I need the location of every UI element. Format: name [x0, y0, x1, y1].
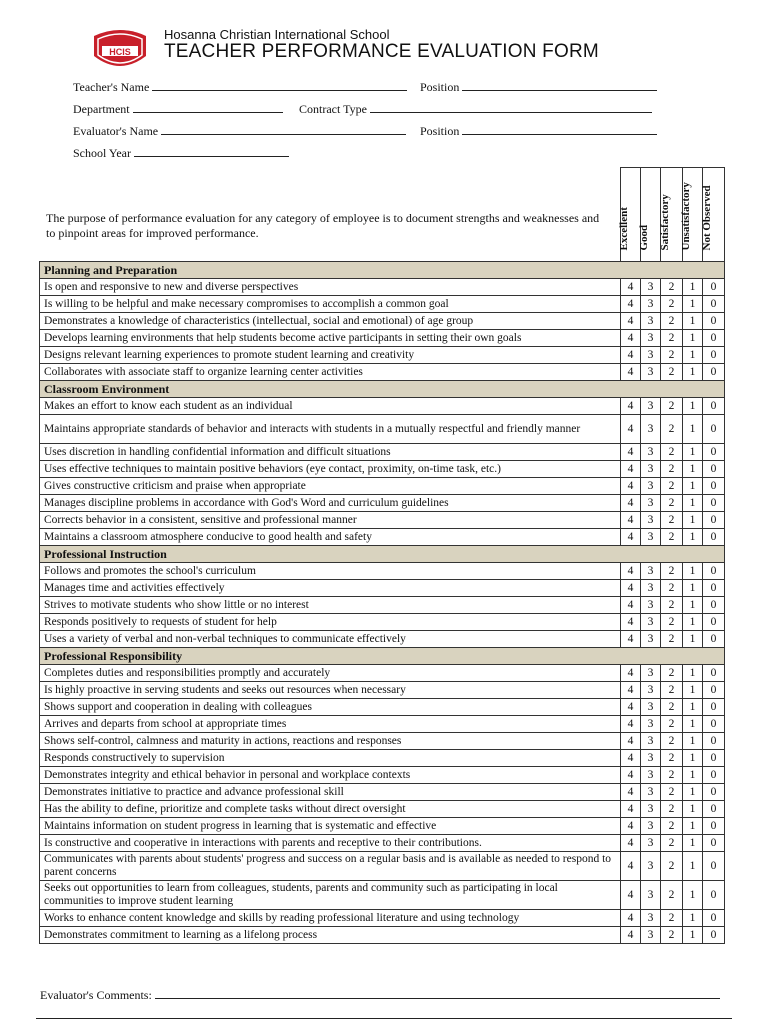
criterion-row	[40, 665, 725, 682]
rating-option[interactable]: 3	[641, 279, 661, 296]
criterion-text: Maintains a classroom atmosphere conducive to good health and safety	[40, 529, 621, 546]
criterion-text: Uses effective techniques to maintain positive behaviors (eye contact, proximity, on-time task, etc.)	[40, 461, 621, 478]
rating-option[interactable]: 2	[661, 784, 683, 801]
rating-option[interactable]: 2	[661, 733, 683, 750]
criterion-row	[40, 415, 725, 444]
rating-option[interactable]: 1	[683, 665, 703, 682]
rating-option[interactable]: 0	[703, 279, 725, 296]
header-spacer	[40, 168, 621, 262]
rating-option[interactable]: 3	[641, 512, 661, 529]
rating-option[interactable]: 3	[641, 682, 661, 699]
rating-option[interactable]: 1	[683, 767, 703, 784]
criterion-row	[40, 818, 725, 835]
rating-option[interactable]: 1	[683, 927, 703, 944]
rating-option[interactable]: 2	[661, 313, 683, 330]
rating-option[interactable]: 3	[641, 784, 661, 801]
rating-option[interactable]: 1	[683, 495, 703, 512]
criterion-text: Corrects behavior in a consistent, sensitive and professional manner	[40, 512, 621, 529]
rating-option[interactable]: 3	[641, 415, 661, 444]
evaluator-name-label: Evaluator's Name	[73, 124, 159, 138]
rating-option[interactable]: 0	[703, 563, 725, 580]
rating-option[interactable]: 4	[621, 398, 641, 415]
criterion-text: Completes duties and responsibilities promptly and accurately	[40, 665, 621, 682]
criterion-text: Seeks out opportunities to learn from colleagues, students, parents and community such as participating in local communities to improve student learning	[40, 881, 621, 910]
rating-option[interactable]: 3	[641, 665, 661, 682]
rating-option[interactable]: 2	[661, 631, 683, 648]
rating-option[interactable]: 4	[621, 835, 641, 852]
rating-option[interactable]: 1	[683, 631, 703, 648]
rating-option[interactable]: 0	[703, 699, 725, 716]
rating-option[interactable]: 2	[661, 444, 683, 461]
rating-option[interactable]: 0	[703, 910, 725, 927]
rating-option[interactable]: 2	[661, 750, 683, 767]
rating-option[interactable]: 1	[683, 733, 703, 750]
department-input[interactable]	[133, 102, 283, 113]
rating-option[interactable]: 3	[641, 313, 661, 330]
rating-option[interactable]: 4	[621, 733, 641, 750]
section-title: Professional Instruction	[40, 546, 725, 563]
criterion-row	[40, 881, 725, 910]
rating-option[interactable]: 0	[703, 614, 725, 631]
rating-option[interactable]: 4	[621, 580, 641, 597]
criterion-text: Is constructive and cooperative in interactions with parents and receptive to their contributions.	[40, 835, 621, 852]
rating-option[interactable]: 3	[641, 330, 661, 347]
criterion-row	[40, 398, 725, 415]
criterion-text: Uses discretion in handling confidential information and difficult situations	[40, 444, 621, 461]
rating-header-label: Excellent	[617, 207, 630, 251]
criterion-row	[40, 444, 725, 461]
criterion-text: Uses a variety of verbal and non-verbal techniques to communicate effectively	[40, 631, 621, 648]
school-year-field	[73, 146, 289, 161]
rating-option[interactable]: 1	[683, 415, 703, 444]
rating-option[interactable]: 4	[621, 296, 641, 313]
rating-option[interactable]: 4	[621, 801, 641, 818]
rating-option[interactable]: 0	[703, 529, 725, 546]
rating-option[interactable]: 4	[621, 881, 641, 910]
rating-option[interactable]: 2	[661, 415, 683, 444]
logo-text: HCIS	[109, 47, 131, 57]
school-name: Hosanna Christian International School	[164, 27, 390, 42]
evaluation-table	[39, 167, 725, 944]
rating-option[interactable]: 2	[661, 364, 683, 381]
criterion-row	[40, 563, 725, 580]
rating-option[interactable]: 1	[683, 699, 703, 716]
rating-option[interactable]: 2	[661, 716, 683, 733]
rating-option[interactable]: 0	[703, 461, 725, 478]
criterion-text: Demonstrates a knowledge of characteristics (intellectual, social and emotional) of age group	[40, 313, 621, 330]
comments-line-2[interactable]	[36, 1018, 732, 1019]
rating-option[interactable]: 1	[683, 313, 703, 330]
rating-option[interactable]: 1	[683, 682, 703, 699]
rating-option[interactable]: 1	[683, 563, 703, 580]
evaluator-name-field	[73, 124, 406, 139]
position2-field	[420, 124, 657, 139]
criterion-row	[40, 750, 725, 767]
criterion-text: Manages discipline problems in accordance with God's Word and curriculum guidelines	[40, 495, 621, 512]
teacher-name-input[interactable]	[152, 80, 407, 91]
rating-header-good	[637, 168, 661, 262]
rating-option[interactable]: 3	[641, 563, 661, 580]
teacher-name-field	[73, 80, 407, 95]
rating-option[interactable]: 4	[621, 495, 641, 512]
rating-option[interactable]: 0	[703, 767, 725, 784]
rating-option[interactable]: 0	[703, 784, 725, 801]
rating-option[interactable]: 0	[703, 835, 725, 852]
rating-option[interactable]: 0	[703, 444, 725, 461]
rating-option[interactable]: 3	[641, 296, 661, 313]
rating-header-row	[40, 168, 725, 262]
section-title: Professional Responsibility	[40, 648, 725, 665]
criterion-text: Demonstrates initiative to practice and advance professional skill	[40, 784, 621, 801]
position-label: Position	[420, 80, 460, 94]
rating-option[interactable]: 0	[703, 716, 725, 733]
section-title: Classroom Environment	[40, 381, 725, 398]
rating-option[interactable]: 3	[641, 347, 661, 364]
rating-option[interactable]: 2	[661, 478, 683, 495]
rating-option[interactable]: 1	[683, 529, 703, 546]
rating-option[interactable]: 1	[683, 296, 703, 313]
rating-option[interactable]: 2	[661, 296, 683, 313]
criterion-text: Arrives and departs from school at appropriate times	[40, 716, 621, 733]
rating-option[interactable]: 3	[641, 835, 661, 852]
teacher-name-label: Teacher's Name	[73, 80, 150, 94]
criterion-text: Responds constructively to supervision	[40, 750, 621, 767]
contract-type-input[interactable]	[370, 102, 652, 113]
rating-option[interactable]: 1	[683, 279, 703, 296]
rating-option[interactable]: 4	[621, 631, 641, 648]
rating-option[interactable]: 2	[661, 398, 683, 415]
rating-option[interactable]: 0	[703, 478, 725, 495]
position2-input[interactable]	[462, 124, 657, 135]
school-year-input[interactable]	[134, 146, 289, 157]
rating-header-label: Not Observed	[700, 185, 713, 251]
rating-option[interactable]: 3	[641, 495, 661, 512]
rating-option[interactable]: 0	[703, 597, 725, 614]
rating-option[interactable]: 1	[683, 461, 703, 478]
rating-option[interactable]: 3	[641, 398, 661, 415]
criterion-row	[40, 512, 725, 529]
rating-option[interactable]: 0	[703, 750, 725, 767]
rating-header-label: Good	[637, 224, 650, 251]
criterion-row	[40, 927, 725, 944]
rating-option[interactable]: 4	[621, 279, 641, 296]
rating-option[interactable]: 2	[661, 767, 683, 784]
rating-option[interactable]: 4	[621, 444, 641, 461]
criterion-text: Develops learning environments that help students become active participants in setting their own goals	[40, 330, 621, 347]
rating-option[interactable]: 2	[661, 495, 683, 512]
rating-option[interactable]: 4	[621, 852, 641, 881]
rating-option[interactable]: 4	[621, 347, 641, 364]
rating-option[interactable]: 3	[641, 852, 661, 881]
rating-option[interactable]: 3	[641, 580, 661, 597]
criterion-text: Collaborates with associate staff to organize learning center activities	[40, 364, 621, 381]
criterion-text: Is willing to be helpful and make necessary compromises to accomplish a common goal	[40, 296, 621, 313]
rating-option[interactable]: 2	[661, 563, 683, 580]
criterion-text: Shows self-control, calmness and maturity in actions, reactions and responses	[40, 733, 621, 750]
rating-option[interactable]: 2	[661, 279, 683, 296]
criterion-row	[40, 699, 725, 716]
rating-header-unsatisfactory	[679, 168, 703, 262]
rating-option[interactable]: 4	[621, 512, 641, 529]
criterion-row	[40, 296, 725, 313]
rating-option[interactable]: 2	[661, 580, 683, 597]
criterion-row	[40, 801, 725, 818]
rating-option[interactable]: 3	[641, 364, 661, 381]
rating-option[interactable]: 2	[661, 852, 683, 881]
rating-option[interactable]: 1	[683, 398, 703, 415]
school-year-label: School Year	[73, 146, 132, 160]
rating-option[interactable]: 1	[683, 614, 703, 631]
rating-option[interactable]: 4	[621, 364, 641, 381]
criterion-text: Shows support and cooperation in dealing with colleagues	[40, 699, 621, 716]
rating-option[interactable]: 0	[703, 330, 725, 347]
rating-option[interactable]: 0	[703, 665, 725, 682]
form-title: TEACHER PERFORMANCE EVALUATION FORM	[164, 41, 599, 62]
criterion-text: Maintains appropriate standards of behavior and interacts with students in a mutually respectful and friendly manner	[40, 415, 621, 444]
department-field	[73, 102, 283, 117]
rating-option[interactable]: 2	[661, 461, 683, 478]
rating-option[interactable]: 2	[661, 330, 683, 347]
section-header	[40, 546, 725, 563]
rating-header-label: Unsatisfactory	[679, 182, 692, 251]
criterion-row	[40, 364, 725, 381]
rating-option[interactable]: 4	[621, 927, 641, 944]
rating-option[interactable]: 1	[683, 750, 703, 767]
criterion-row	[40, 597, 725, 614]
criterion-text: Designs relevant learning experiences to promote student learning and creativity	[40, 347, 621, 364]
rating-option[interactable]: 0	[703, 415, 725, 444]
rating-option[interactable]: 1	[683, 347, 703, 364]
rating-option[interactable]: 3	[641, 750, 661, 767]
rating-option[interactable]: 1	[683, 835, 703, 852]
rating-option[interactable]: 1	[683, 818, 703, 835]
rating-option[interactable]: 2	[661, 927, 683, 944]
criterion-row	[40, 580, 725, 597]
rating-option[interactable]: 2	[661, 801, 683, 818]
criterion-row	[40, 478, 725, 495]
rating-option[interactable]: 4	[621, 910, 641, 927]
rating-option[interactable]: 3	[641, 767, 661, 784]
criterion-text: Demonstrates integrity and ethical behavior in personal and workplace contexts	[40, 767, 621, 784]
criterion-text: Strives to motivate students who show little or no interest	[40, 597, 621, 614]
rating-option[interactable]: 4	[621, 461, 641, 478]
rating-option[interactable]: 4	[621, 750, 641, 767]
position-field	[420, 80, 657, 95]
comments-input[interactable]	[155, 988, 720, 999]
rating-option[interactable]: 2	[661, 614, 683, 631]
rating-option[interactable]: 1	[683, 364, 703, 381]
school-logo	[88, 26, 152, 74]
criterion-row	[40, 835, 725, 852]
rating-option[interactable]: 2	[661, 597, 683, 614]
rating-option[interactable]: 2	[661, 835, 683, 852]
rating-option[interactable]: 4	[621, 699, 641, 716]
rating-option[interactable]: 4	[621, 415, 641, 444]
rating-option[interactable]: 4	[621, 597, 641, 614]
section-header	[40, 648, 725, 665]
rating-option[interactable]: 0	[703, 495, 725, 512]
criterion-text: Maintains information on student progress in learning that is systematic and effective	[40, 818, 621, 835]
rating-option[interactable]: 2	[661, 347, 683, 364]
rating-option[interactable]: 4	[621, 767, 641, 784]
criterion-row	[40, 347, 725, 364]
criterion-row	[40, 682, 725, 699]
criterion-text: Is highly proactive in serving students and seeks out resources when necessary	[40, 682, 621, 699]
rating-option[interactable]: 4	[621, 682, 641, 699]
rating-option[interactable]: 4	[621, 665, 641, 682]
rating-option[interactable]: 3	[641, 733, 661, 750]
rating-option[interactable]: 0	[703, 818, 725, 835]
criterion-row	[40, 767, 725, 784]
rating-option[interactable]: 0	[703, 852, 725, 881]
criterion-text: Gives constructive criticism and praise when appropriate	[40, 478, 621, 495]
criterion-text: Responds positively to requests of student for help	[40, 614, 621, 631]
rating-option[interactable]: 2	[661, 512, 683, 529]
rating-option[interactable]: 4	[621, 784, 641, 801]
section-header	[40, 262, 725, 279]
rating-option[interactable]: 4	[621, 478, 641, 495]
rating-option[interactable]: 1	[683, 910, 703, 927]
rating-option[interactable]: 0	[703, 347, 725, 364]
department-label: Department	[73, 102, 130, 116]
rating-option[interactable]: 3	[641, 631, 661, 648]
rating-option[interactable]: 4	[621, 529, 641, 546]
criterion-text: Makes an effort to know each student as an individual	[40, 398, 621, 415]
criterion-text: Demonstrates commitment to learning as a lifelong process	[40, 927, 621, 944]
rating-option[interactable]: 0	[703, 398, 725, 415]
rating-option[interactable]: 2	[661, 665, 683, 682]
rating-option[interactable]: 1	[683, 597, 703, 614]
criterion-text: Communicates with parents about students' progress and success on a regular basis and is available as needed to respond to parent concerns	[40, 852, 621, 881]
criterion-row	[40, 495, 725, 512]
criterion-row	[40, 784, 725, 801]
evaluator-comments	[40, 988, 720, 1003]
rating-option[interactable]: 0	[703, 296, 725, 313]
rating-option[interactable]: 0	[703, 313, 725, 330]
rating-option[interactable]: 3	[641, 614, 661, 631]
evaluator-name-input[interactable]	[161, 124, 406, 135]
criterion-row	[40, 279, 725, 296]
rating-option[interactable]: 2	[661, 699, 683, 716]
criterion-text: Has the ability to define, prioritize and complete tasks without direct oversight	[40, 801, 621, 818]
rating-option[interactable]: 3	[641, 597, 661, 614]
rating-option[interactable]: 3	[641, 910, 661, 927]
rating-option[interactable]: 0	[703, 512, 725, 529]
rating-option[interactable]: 1	[683, 512, 703, 529]
rating-option[interactable]: 3	[641, 699, 661, 716]
rating-option[interactable]: 4	[621, 313, 641, 330]
rating-header-not-observed	[700, 168, 725, 262]
position2-label: Position	[420, 124, 460, 138]
rating-option[interactable]: 2	[661, 682, 683, 699]
criterion-text: Is open and responsive to new and diverse perspectives	[40, 279, 621, 296]
criterion-row	[40, 461, 725, 478]
rating-option[interactable]: 3	[641, 444, 661, 461]
rating-option[interactable]: 4	[621, 330, 641, 347]
criterion-row	[40, 330, 725, 347]
rating-option[interactable]: 0	[703, 927, 725, 944]
contract-type-field	[299, 102, 652, 117]
rating-option[interactable]: 0	[703, 733, 725, 750]
rating-option[interactable]: 2	[661, 818, 683, 835]
criterion-row	[40, 631, 725, 648]
rating-option[interactable]: 2	[661, 529, 683, 546]
rating-option[interactable]: 0	[703, 801, 725, 818]
criterion-text: Follows and promotes the school's curriculum	[40, 563, 621, 580]
rating-option[interactable]: 1	[683, 784, 703, 801]
rating-option[interactable]: 0	[703, 364, 725, 381]
rating-option[interactable]: 0	[703, 881, 725, 910]
purpose-text: The purpose of performance evaluation for any category of employee is to document strengths and weaknesses and to pinpoint areas for improved performance.	[46, 211, 600, 240]
rating-option[interactable]: 3	[641, 716, 661, 733]
rating-option[interactable]: 1	[683, 881, 703, 910]
rating-option[interactable]: 3	[641, 818, 661, 835]
contract-type-label: Contract Type	[299, 102, 367, 116]
section-header	[40, 381, 725, 398]
criterion-text: Works to enhance content knowledge and skills by reading professional literature and using technology	[40, 910, 621, 927]
rating-option[interactable]: 3	[641, 927, 661, 944]
rating-option[interactable]: 1	[683, 716, 703, 733]
position-input[interactable]	[462, 80, 657, 91]
rating-option[interactable]: 1	[683, 852, 703, 881]
rating-option[interactable]: 4	[621, 614, 641, 631]
criterion-row	[40, 852, 725, 881]
rating-option[interactable]: 4	[621, 716, 641, 733]
rating-option[interactable]: 3	[641, 881, 661, 910]
rating-option[interactable]: 0	[703, 682, 725, 699]
criterion-row	[40, 529, 725, 546]
rating-option[interactable]: 2	[661, 910, 683, 927]
criterion-row	[40, 614, 725, 631]
rating-option[interactable]: 1	[683, 801, 703, 818]
rating-option[interactable]: 3	[641, 529, 661, 546]
rating-option[interactable]: 3	[641, 801, 661, 818]
rating-option[interactable]: 0	[703, 580, 725, 597]
rating-option[interactable]: 2	[661, 881, 683, 910]
rating-header-label: Satisfactory	[658, 194, 671, 251]
section-title: Planning and Preparation	[40, 262, 725, 279]
criterion-row	[40, 733, 725, 750]
criterion-row	[40, 716, 725, 733]
comments-label: Evaluator's Comments:	[40, 988, 152, 1002]
criterion-row	[40, 313, 725, 330]
rating-option[interactable]: 4	[621, 818, 641, 835]
rating-option[interactable]: 4	[621, 563, 641, 580]
rating-option[interactable]: 3	[641, 478, 661, 495]
rating-option[interactable]: 1	[683, 330, 703, 347]
criterion-row	[40, 910, 725, 927]
rating-option[interactable]: 1	[683, 580, 703, 597]
rating-option[interactable]: 1	[683, 478, 703, 495]
rating-option[interactable]: 0	[703, 631, 725, 648]
criterion-text: Manages time and activities effectively	[40, 580, 621, 597]
rating-option[interactable]: 1	[683, 444, 703, 461]
rating-option[interactable]: 3	[641, 461, 661, 478]
